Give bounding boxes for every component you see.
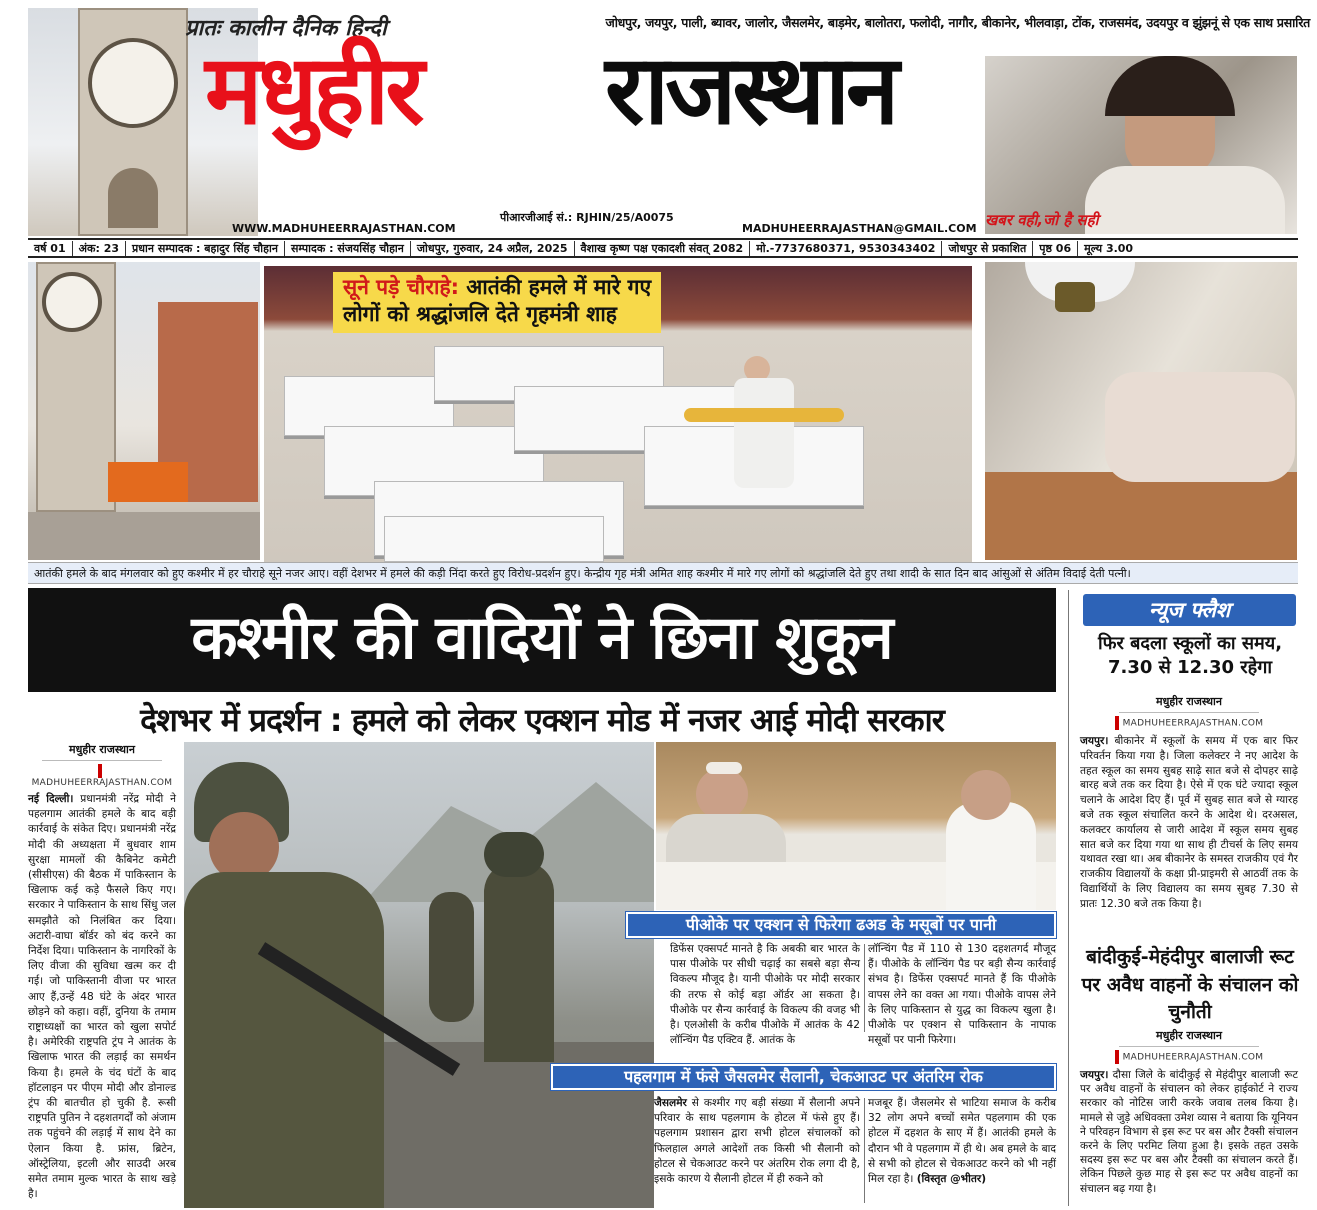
pok-story-col1: डिफेंस एक्सपर्ट मानते है कि अबकी बार भारत के पास पीओके पर सीधी चढ़ाई का सबसे बड़ा सैन्य विकल्प मौजूद है। यानी पीओके पर मोदी सरकार की तरफ से कोई बड़ा ऑर्डर आ सकता है। पीओके पर सैन्य कार्रवाई के विकल्प की वजह भी है। एलओसी के करीब पीओके में आतंक के 42 लॉन्चिंग पैड एक्टिव हैं. आतंक के <box>670 943 860 1047</box>
price: मूल्य 3.00 <box>1084 241 1134 255</box>
page-count: पृष्ठ 06 <box>1033 241 1078 256</box>
news-flash-headline: फिर बदला स्कूलों का समय, 7.30 से 12.30 रहेगा <box>1097 633 1283 679</box>
issue-date: जोधपुर, गुरुवार, 24 अप्रैल, 2025 <box>411 241 575 256</box>
news-flash-story <box>1080 694 1298 912</box>
jaisalmer-story-col2: मजबूर हैं। जैसलमेर से भाटिया समाज के करीब 32 लोग अपने बच्चों समेत पहलगाम की एक होटल में दहशत के साए में हैं। आतंकी हमले के दौरान भी वे पहलगाम में ही थे। अब हमले के बाद से सभी को होटल से चेकआउट करने को भी नहीं मिल रहा है। (विस्तृत @भीतर) <box>868 1097 1056 1186</box>
inset-caption-line2: लोगों को श्रद्धांजलि देते गृहमंत्री शाह <box>343 302 617 327</box>
story-site: MADHUHEERRAJASTHAN.COM <box>28 764 176 788</box>
empty-square-photo <box>28 262 260 560</box>
inset-photo-caption <box>333 272 661 333</box>
side-byline: मधुहीर राजस्थान <box>1156 1029 1222 1042</box>
logo-rajasthan: राजस्थान <box>605 34 896 146</box>
flash-byline: मधुहीर राजस्थान <box>1156 695 1222 708</box>
flash-body: जयपुर। बीकानेर में स्कूलों के समय में एक बार फिर परिवर्तन किया गया है। जिला कलेक्टर ने नए आदेश के तहत स्कूल का समय सुबह साढ़े सात बजे से दोपहर साढ़े बारह बजे तक कर दिया है। ऐसे में एक घंटे ज्यादा स्कूल चलाने के आदेश दिए हैं। पूर्व में सुबह सात बजे से ग्यारह बजे तक स्कूल संचालित करने के आदेश थे। दरअसल, कलक्टर कार्यालय से जारी आदेश में स्कूल समय सुबह सात बजे कर दिया गया था साथ ही टीचर्स के लिए समय यथावत रखा था। अब बीकानेर के समस्त राजकीय एवं गैर राजकीय विद्यालयों के कक्षा प्री-प्राइमरी से आठवीं तक के विद्यार्थियों के लिए विद्यालय का समय सुबह 7.30 से प्रातः 12.30 बजे तक किया है। <box>1080 735 1298 910</box>
samvat-date: वैशाख कृष्ण पक्ष एकादशी संवत् 2082 <box>575 241 751 256</box>
mourning-woman-photo <box>985 56 1297 234</box>
registration-number: पीआरजीआई सं.: RJHIN/25/A0075 <box>500 211 674 224</box>
logo-madhuheer: मधुहीर <box>205 34 421 146</box>
news-flash-label: न्यूज फ्लैश <box>1083 594 1296 626</box>
continued-note[interactable]: (विस्तृत @भीतर) <box>916 1173 987 1186</box>
final-farewell-photo <box>985 262 1297 560</box>
issue: अंक: 23 <box>73 241 126 256</box>
website-link[interactable]: WWW.MADHUHEERRAJASTHAN.COM <box>232 222 456 235</box>
flash-site: MADHUHEERRAJASTHAN.COM <box>1080 716 1298 730</box>
tagline: प्रातः कालीन दैनिक हिन्दी <box>185 16 387 41</box>
slogan: खबर वही,जो है सही <box>985 211 1099 229</box>
side-body: जयपुर। दौसा जिले के बांदीकुई से मेहंदीपुर बालाजी रूट पर अवैध वाहनों के संचालन को लेकर हाईकोर्ट ने राज्य सरकार को नोटिस जारी करके जवाब तलब किया है। मामले से जुड़े अधिवक्ता उमेश व्यास ने बताया कि यूनियन ने परिवहन विभाग से इस रूट पर बस और टैक्सी संचालन करने के लिए परमिट लिया हुआ है। इसके तहत उसके सदस्य इस रूट पर बस और टैक्सी का संचालन करते हैं। लेकिन पिछले कुछ माह से इस रूट पर अवैध वाहनों का संचालन बढ़ गया है। <box>1080 1069 1298 1195</box>
cabinet-meeting-photo <box>656 742 1056 910</box>
left-story <box>28 742 176 1202</box>
soldiers-photo <box>184 742 654 1208</box>
jaisalmer-story-col1: जैसलमेर से कश्मीर गए बड़ी संख्या में सैलानी अपने परिवार के साथ पहलगाम के होटल में फंसे हुए हैं। पहलगाम प्रशासन द्वारा सभी होटल संचालकों को फिलहाल अगले आदेशों तक किसी भी सैलानी को होटल से चेकआउट करने पर अंतरिम रोक लगा दी है, इसके कारण ये सैलानी होटल में ही रुकने को <box>654 1097 860 1186</box>
photo-caption-band: आतंकी हमले के बाद मंगलवार को हुए कश्मीर में हर चौराहे सूने नजर आए। वहीं देशभर में हमले की कड़ी निंदा करते हुए विरोध-प्रदर्शन हुए। केन्द्रीय गृह मंत्री अमित शाह कश्मीर में मारे गए लोगों को श्रद्धांजलि देते हुए तथा शादी के सात दिन बाद आंसुओं से अंतिम विदाई देती पत्नी। <box>28 562 1298 584</box>
jaisalmer-story-heading: पहलगाम में फंसे जैसलमेर सैलानी, चेकआउट पर अंतरिम रोक <box>551 1064 1056 1090</box>
inset-caption-line1: आतंकी हमले में मारे गए <box>459 275 652 299</box>
left-story-body: नई दिल्ली। प्रधानमंत्री नरेंद्र मोदी ने पहलगाम आतंकी हमले के बाद बड़ी कार्रवाई के संकेत दिए। प्रधानमंत्री नरेंद्र मोदी की अध्यक्षता में बुधवार शाम सुरक्षा मामलों की कैबिनेट कमेटी (सीसीएस) की बैठक में पाकिस्तान के खिलाफ कई कड़े फैसले किए गए। सरकार ने पाकिस्तान के साथ सिंधु जल समझौते को निलंबित कर दिया। अटारी-वाघा बॉर्डर को बंद करने का निर्देश दिया। पाकिस्तान के नागरिकों के लिए वीजा की सुविधा खत्म कर दी गई। जो पाकिस्तानी वीजा पर भारत आए हैं,उन्हें 48 घंटे के अंदर भारत छोड़ने को कहा। वहीं, दुनिया के तमाम राष्ट्राध्यक्षों का भारत को खुला सपोर्ट है। अमेरिकी राष्ट्रपति ट्रंप ने आतंक के खिलाफ भारत की लड़ाई का समर्थन किया है। हमले के चंद घंटों के बाद हॉटलाइन पर पीएम मोदी और डोनाल्ड ट्रंप की बातचीत हो चुकी है. रूसी राष्ट्रपति पुतिन ने दहशतगर्दों को अंजाम तक पहुंचने की लड़ाई में साथ देने का ऐलान किया है. फ्रांस, ब्रिटेन, ऑस्ट्रेलिया, इटली और साउदी अरब समेत तमाम मुल्क भारत के साथ खड़े है। <box>28 793 176 1201</box>
circulation-cities: जोधपुर, जयपुर, पाली, ब्यावर, जालोर, जैसलमेर, बाड़मेर, बालोतरा, फलोदी, नागौर, बीकानेर, भीलवाड़ा, टोंक, राजसमंद, उदयपुर व झुंझनूं से एक साथ प्रसारित <box>605 15 1310 30</box>
side-site: MADHUHEERRAJASTHAN.COM <box>1080 1050 1298 1064</box>
year: वर्ष 01 <box>28 241 73 256</box>
pok-story-heading: पीओके पर एक्शन से फिरेगा ढअड के मसूबों पर पानी <box>626 912 1056 938</box>
clock-face-icon <box>88 38 178 128</box>
side-story <box>1080 1028 1298 1196</box>
pok-story-col2: लॉन्चिंग पैड में 110 से 130 दहशतगर्द मौजूद हैं। पीओके के लॉन्चिंग पैड पर बड़ी सैन्य कार्रवाई संभव है। डिफेंस एक्सपर्ट मानते हैं कि पीओके वापस लेने का वक्त आ गया। पीओके वापस लेने के लिए पाकिस्तान से युद्ध का विकल्प खुला है। पीओके पर एक्शन से पाकिस्तान के नापाक मसूबों पर पानी फिरेगा। <box>868 943 1056 1047</box>
editor: सम्पादक : संजयसिंह चौहान <box>285 241 411 256</box>
chief-editor: प्रधान सम्पादक : बहादुर सिंह चौहान <box>126 241 285 256</box>
inset-caption-red: सूने पड़े चौराहे: <box>343 275 459 299</box>
email-link[interactable]: MADHUHEERRAJASTHAN@GMAIL.COM <box>742 222 977 235</box>
sub-headline: देशभर में प्रदर्शन : हमले को लेकर एक्शन मोड में नजर आई मोदी सरकार <box>140 701 944 739</box>
main-headline: कश्मीर की वादियों ने छिना शुकून <box>28 588 1056 692</box>
story-byline: मधुहीर राजस्थान <box>69 743 135 756</box>
published-from: जोधपुर से प्रकाशित <box>942 241 1033 256</box>
info-bar <box>28 238 1298 258</box>
side-story-headline: बांदीकुई-मेहंदीपुर बालाजी रूट पर अवैध वाहनों के संचालन को चुनौती <box>1081 946 1299 1024</box>
mobile-numbers: मो.-7737680371, 9530343402 <box>750 241 942 256</box>
